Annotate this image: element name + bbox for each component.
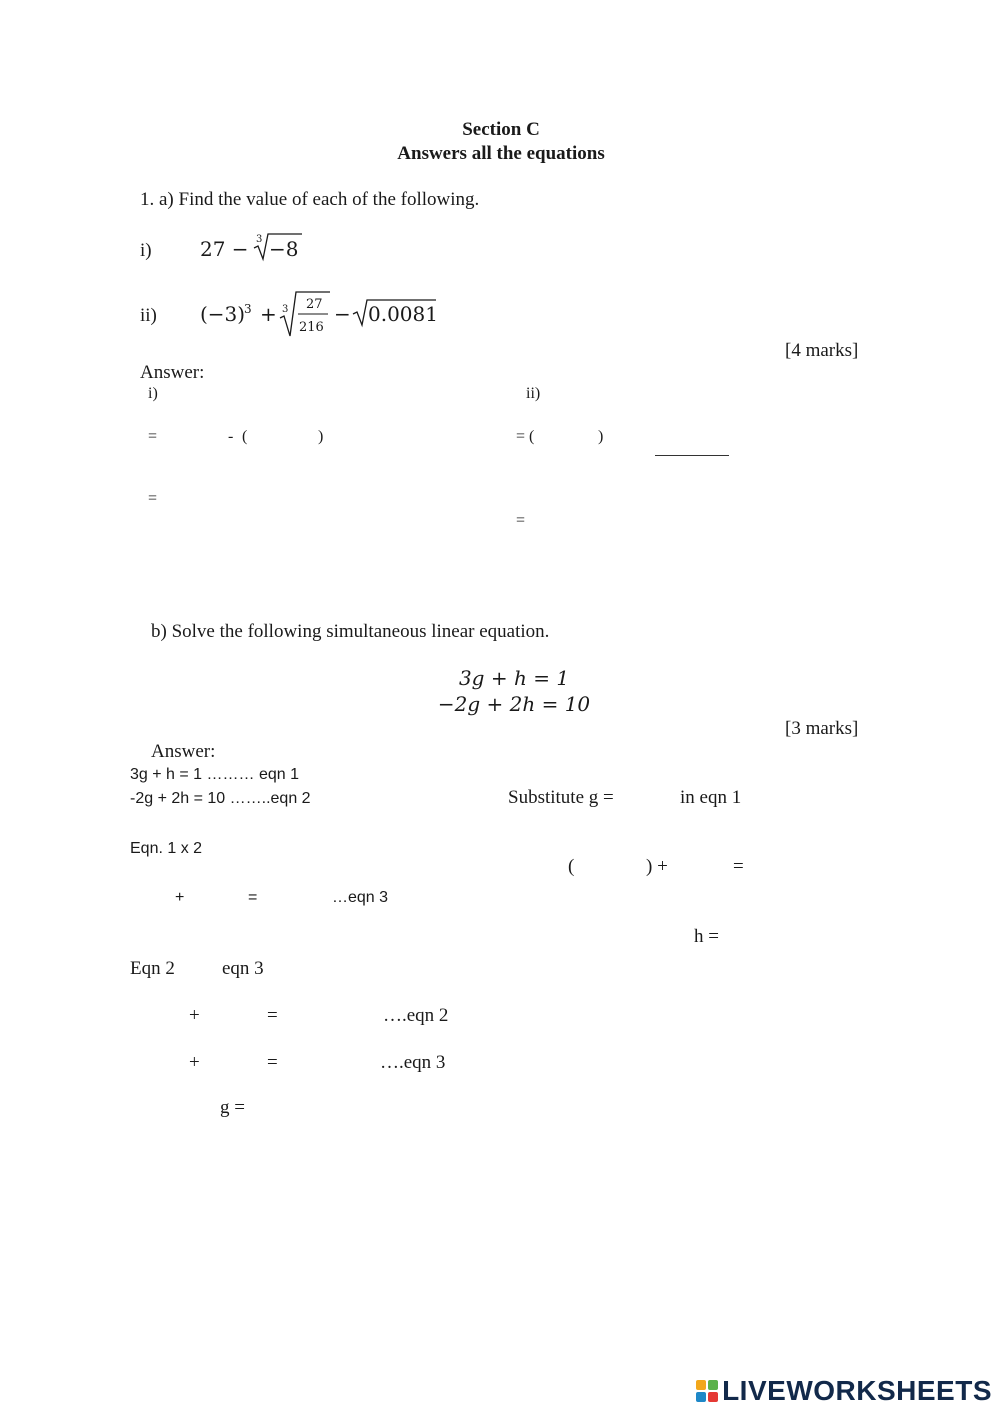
answer-ii-fraction-blank xyxy=(655,444,729,460)
equation-1: 3g + h = 1 xyxy=(458,666,570,690)
answer-b-multiply: Eqn. 1 x 2 xyxy=(130,840,203,857)
part-i-lead: 27 − xyxy=(200,237,249,261)
combine-left: Eqn 2 xyxy=(130,958,175,979)
eqn3-plus: + xyxy=(175,889,185,906)
instruction-heading: Answers all the equations xyxy=(397,143,605,164)
answer-i-line1-close: ) xyxy=(318,428,324,445)
question-b-prompt: b) Solve the following simultaneous linear equation. xyxy=(151,621,550,642)
logo-text: LIVEWORKSHEETS xyxy=(722,1375,992,1406)
row2-plus: + xyxy=(189,1005,200,1026)
part-ii-index: 3 xyxy=(282,304,289,315)
answer-ii-line1: = ( xyxy=(516,428,535,445)
answer-ii-line1-close: ) xyxy=(598,428,604,445)
answer-i-line1-open: ( xyxy=(242,428,248,445)
substitute-right: in eqn 1 xyxy=(680,787,742,808)
part-ii-numerator: 27 xyxy=(306,297,323,312)
part-i-radicand: −8 xyxy=(269,237,299,261)
answer-a-label: Answer: xyxy=(140,362,205,383)
sub-close: ) + xyxy=(646,856,668,877)
part-ii-plus: + xyxy=(260,302,277,326)
answer-ii-label: ii) xyxy=(526,385,541,402)
answer-i-line1-minus: - xyxy=(228,428,234,445)
row3-tag: ….eqn 3 xyxy=(380,1052,446,1073)
eqn3-tag: …eqn 3 xyxy=(332,889,389,906)
answer-b-eqn1: 3g + h = 1 ……… eqn 1 xyxy=(130,766,299,783)
g-result: g = xyxy=(220,1097,245,1118)
part-ii-lead: (−3) xyxy=(200,302,246,326)
part-i-index: 3 xyxy=(256,234,263,245)
part-ii-sqrt-radicand: 0.0081 xyxy=(368,302,438,326)
question-a-prompt: 1. a) Find the value of each of the following. xyxy=(140,189,480,210)
sub-equals: = xyxy=(733,856,744,877)
combine-right: eqn 3 xyxy=(222,958,264,979)
answer-b-label: Answer: xyxy=(151,741,216,762)
answer-i-label: i) xyxy=(148,385,158,402)
part-ii-power: 3 xyxy=(244,302,252,316)
question-b-marks: [3 marks] xyxy=(785,718,859,739)
answer-b-eqn2: -2g + 2h = 10 ……..eqn 2 xyxy=(130,790,311,807)
logo-grid-icon xyxy=(696,1380,718,1402)
part-ii-minus: − xyxy=(334,302,351,326)
row2-equals: = xyxy=(267,1005,278,1026)
part-i-expression xyxy=(198,230,318,266)
row3-plus: + xyxy=(189,1052,200,1073)
question-a-marks: [4 marks] xyxy=(785,340,859,361)
answer-i-line2-equals: = xyxy=(148,490,158,507)
answer-ii-line2-equals: = xyxy=(516,512,526,529)
part-ii-label: ii) xyxy=(140,305,157,326)
liveworksheets-logo xyxy=(696,1375,992,1407)
row2-tag: ….eqn 2 xyxy=(383,1005,449,1026)
part-i-label: i) xyxy=(140,240,152,261)
eqn3-equals: = xyxy=(248,889,258,906)
part-ii-expression xyxy=(198,288,448,340)
row3-equals: = xyxy=(267,1052,278,1073)
sub-open: ( xyxy=(568,856,575,877)
section-title: Section C xyxy=(462,119,540,140)
answer-i-line1-equals: = xyxy=(148,428,158,445)
substitute-left: Substitute g = xyxy=(508,787,614,808)
part-ii-denominator: 216 xyxy=(299,320,324,335)
h-result: h = xyxy=(694,926,719,947)
equation-2: −2g + 2h = 10 xyxy=(437,692,591,716)
